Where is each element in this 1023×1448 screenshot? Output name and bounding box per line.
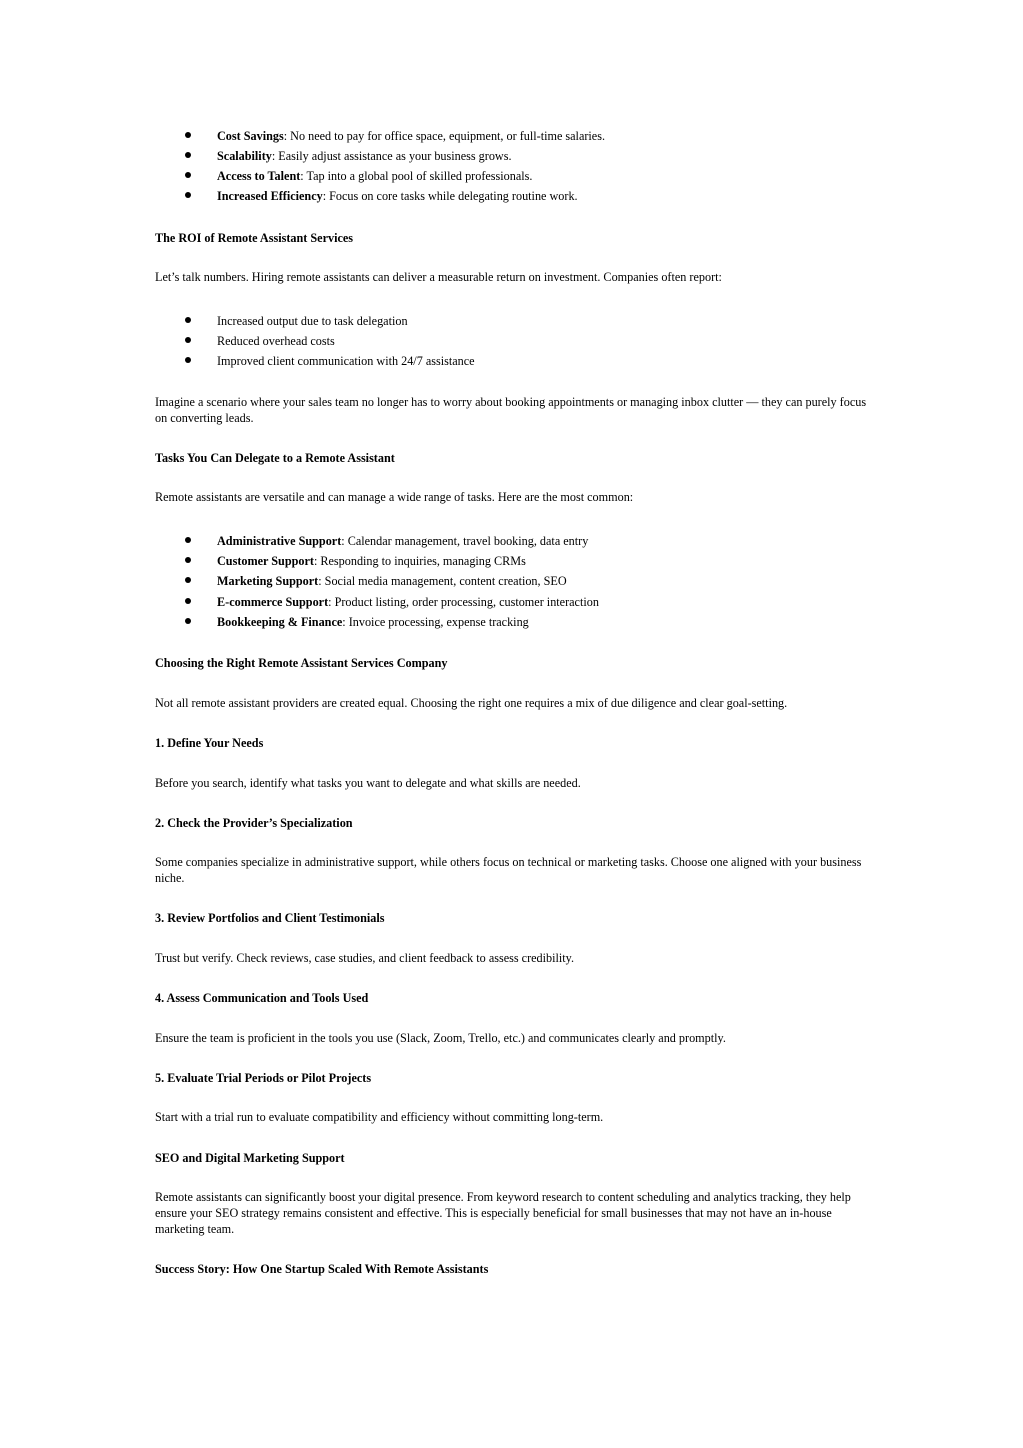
bullet-icon <box>185 172 191 178</box>
list-item <box>217 353 857 369</box>
list-item <box>217 533 857 549</box>
list-item-term: Scalability <box>217 149 272 163</box>
list-item <box>217 553 857 569</box>
bullet-icon <box>185 192 191 198</box>
list-item-text: Improved client communication with 24/7 assistance <box>217 354 475 368</box>
list-item-desc: : Invoice processing, expense tracking <box>342 615 529 629</box>
list-item-desc: : Tap into a global pool of skilled professionals. <box>300 169 533 183</box>
bullet-icon <box>185 557 191 563</box>
list-item-text: Increased output due to task delegation <box>217 314 408 328</box>
list-item-desc: : Focus on core tasks while delegating routine work. <box>322 189 578 203</box>
step-title: 2. Check the Provider’s Specialization <box>155 816 353 830</box>
list-item-term: E-commerce Support <box>217 595 329 609</box>
bullet-icon <box>185 317 191 323</box>
step-text: Start with a trial run to evaluate compatibility and efficiency without committing long-term. <box>155 1110 604 1124</box>
list-item-desc: : Social media management, content creation, SEO <box>318 574 567 588</box>
seo-heading: SEO and Digital Marketing Support <box>155 1151 345 1165</box>
success-heading: Success Story: How One Startup Scaled With Remote Assistants <box>155 1262 489 1276</box>
step-title: 1. Define Your Needs <box>155 736 264 750</box>
list-item <box>217 188 857 204</box>
list-item-term: Access to Talent <box>217 169 301 183</box>
bullet-icon <box>185 357 191 363</box>
tasks-heading: Tasks You Can Delegate to a Remote Assistant <box>155 451 395 465</box>
bullet-icon <box>185 577 191 583</box>
seo-text: Remote assistants can significantly boost your digital presence. From keyword research to content scheduling and analytics tracking, they help ensure your SEO strategy remains consistent and effective. This is especially beneficial for small businesses that may not have an in-house marketing team. <box>155 1190 851 1236</box>
bullet-icon <box>185 337 191 343</box>
list-item-term: Customer Support <box>217 554 314 568</box>
bullet-icon <box>185 537 191 543</box>
bullet-icon <box>185 152 191 158</box>
list-item-term: Increased Efficiency <box>217 189 323 203</box>
bullet-icon <box>185 598 191 604</box>
step-text: Some companies specialize in administrative support, while others focus on technical or marketing tasks. Choose one aligned with your business niche. <box>155 855 862 885</box>
list-item <box>217 333 857 349</box>
list-item <box>217 128 857 144</box>
step-title: 5. Evaluate Trial Periods or Pilot Projects <box>155 1071 372 1085</box>
step-text: Trust but verify. Check reviews, case studies, and client feedback to assess credibility. <box>155 951 575 965</box>
list-item <box>217 148 857 164</box>
list-item-desc: : Product listing, order processing, customer interaction <box>328 595 599 609</box>
tasks-intro: Remote assistants are versatile and can manage a wide range of tasks. Here are the most common: <box>155 490 634 504</box>
list-item <box>217 168 857 184</box>
step-title: 4. Assess Communication and Tools Used <box>155 991 369 1005</box>
list-item <box>217 313 857 329</box>
list-item-term: Marketing Support <box>217 574 319 588</box>
roi-heading: The ROI of Remote Assistant Services <box>155 231 354 245</box>
list-item <box>217 614 857 630</box>
bullet-icon <box>185 618 191 624</box>
roi-scenario: Imagine a scenario where your sales team no longer has to worry about booking appointments or managing inbox clutter — they can purely focus on converting leads. <box>155 395 867 425</box>
list-item-text: Reduced overhead costs <box>217 334 335 348</box>
choosing-heading: Choosing the Right Remote Assistant Services Company <box>155 656 448 670</box>
list-item-desc: : Calendar management, travel booking, data entry <box>341 534 589 548</box>
bullet-icon <box>185 132 191 138</box>
list-item-term: Administrative Support <box>217 534 342 548</box>
step-text: Ensure the team is proficient in the tools you use (Slack, Zoom, Trello, etc.) and communicates clearly and promptly. <box>155 1031 726 1045</box>
list-item-term: Cost Savings <box>217 129 284 143</box>
list-item <box>217 594 857 610</box>
roi-intro: Let’s talk numbers. Hiring remote assistants can deliver a measurable return on investment. Companies often report: <box>155 270 722 284</box>
list-item-desc: : Easily adjust assistance as your business grows. <box>271 149 512 163</box>
list-item-term: Bookkeeping & Finance <box>217 615 343 629</box>
step-text: Before you search, identify what tasks you want to delegate and what skills are needed. <box>155 776 581 790</box>
choosing-intro: Not all remote assistant providers are created equal. Choosing the right one requires a mix of due diligence and clear goal-setting. <box>155 696 788 710</box>
step-title: 3. Review Portfolios and Client Testimonials <box>155 911 385 925</box>
list-item-desc: : Responding to inquiries, managing CRMs <box>313 554 526 568</box>
list-item-desc: : No need to pay for office space, equipment, or full-time salaries. <box>283 129 605 143</box>
list-item <box>217 573 857 589</box>
